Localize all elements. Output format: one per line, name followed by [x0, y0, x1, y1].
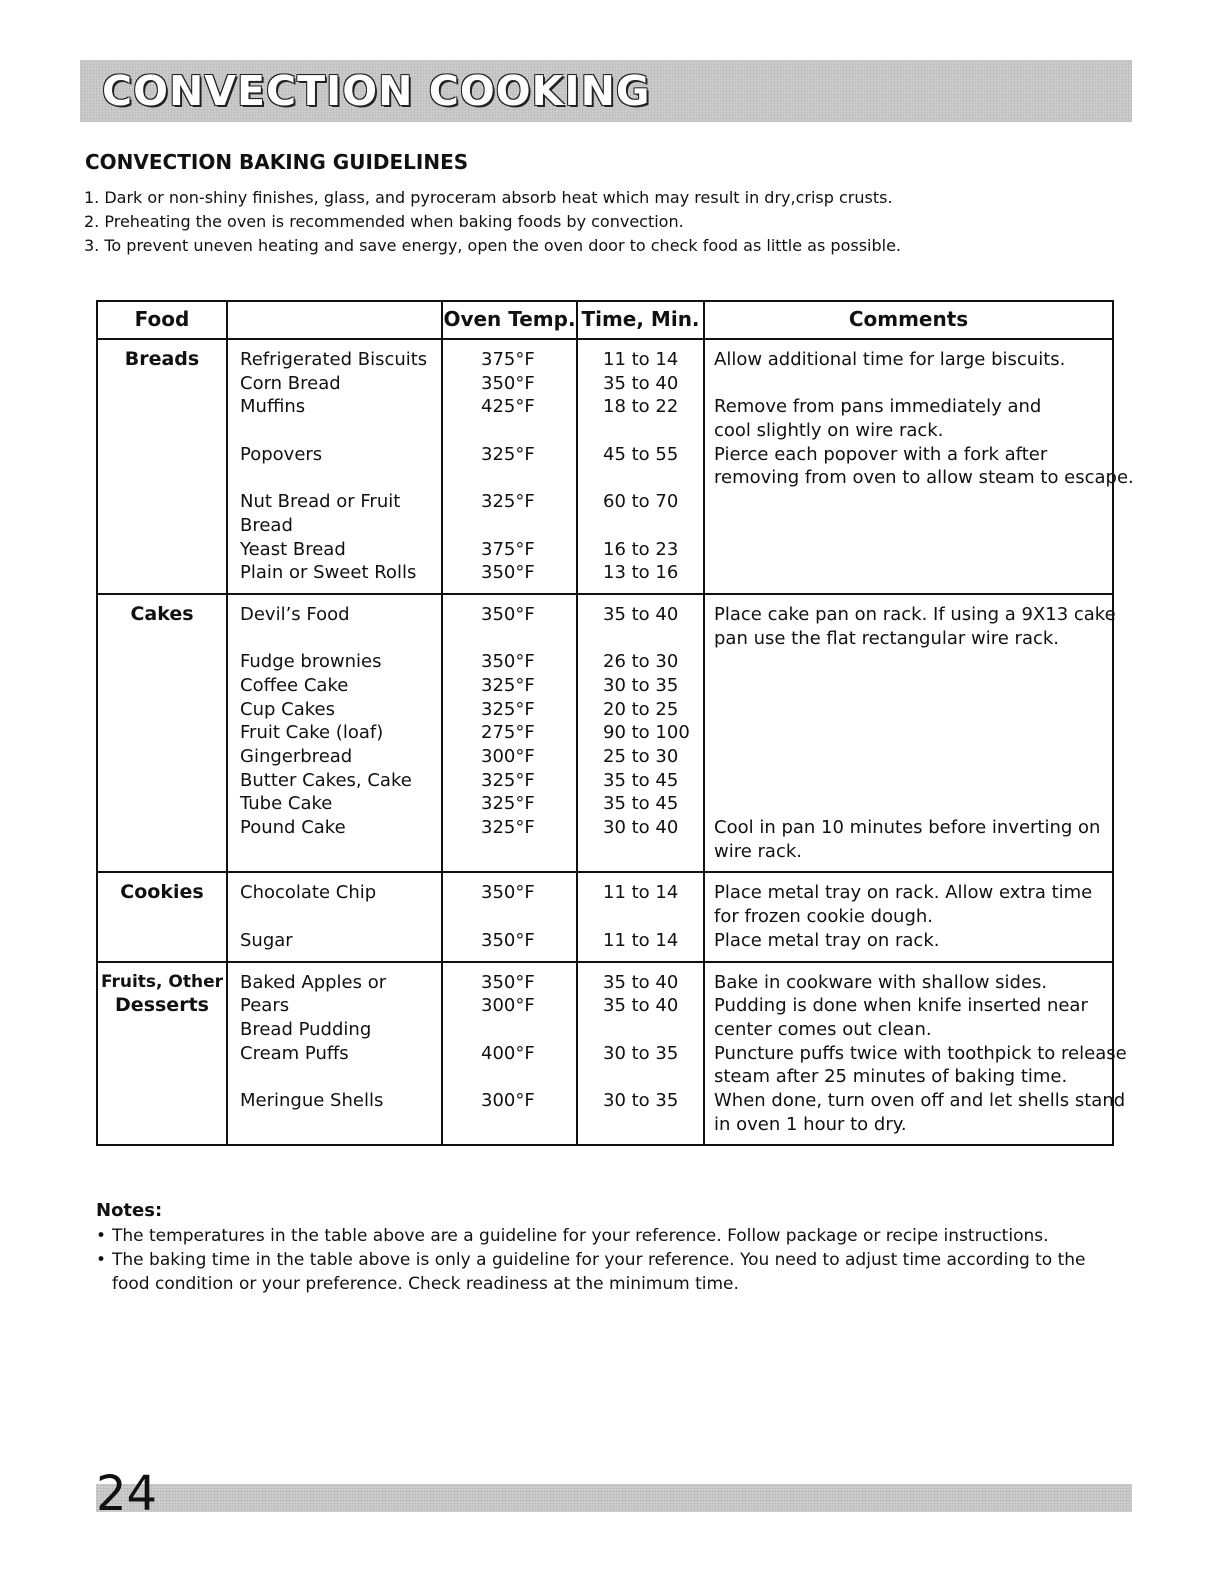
category-line: Cookies	[120, 881, 204, 904]
oven-temp-line	[481, 419, 576, 443]
food-item-line: Sugar	[240, 929, 293, 951]
footer-bar	[96, 1484, 1132, 1512]
oven-temp-line: 375°F	[481, 349, 535, 370]
comments-line	[714, 769, 1112, 793]
time-line: 35 to 45	[603, 769, 679, 791]
time-line: 18 to 22	[603, 396, 679, 418]
time-line	[603, 905, 703, 929]
note-text: The temperatures in the table above are a guideline for your reference. Follow package or recipe instructions.	[112, 1226, 1049, 1246]
food-item-line: Chocolate Chip	[240, 882, 377, 904]
food-item-cell	[227, 339, 442, 594]
comments-line	[714, 698, 1112, 722]
oven-temp-line: 350°F	[481, 562, 535, 584]
time-line	[603, 419, 703, 443]
comments-line	[714, 674, 1112, 698]
time-line	[603, 514, 703, 538]
note-item	[96, 1248, 1126, 1296]
oven-temp-line: 325°F	[481, 491, 535, 513]
comments-cell	[704, 594, 1116, 873]
oven-temp-line: 350°F	[481, 603, 535, 625]
comments-line	[714, 561, 1112, 585]
comments-line: Cool in pan 10 minutes before inverting on	[714, 817, 1101, 839]
time-line: 90 to 100	[603, 722, 690, 744]
comments-line: Pudding is done when knife inserted near	[714, 995, 1088, 1017]
comments-line	[714, 792, 1112, 816]
comments-line: Place metal tray on rack. Allow extra time	[714, 882, 1093, 904]
comments-line	[714, 745, 1112, 769]
food-item-line	[240, 1065, 441, 1089]
food-item-cell	[227, 962, 442, 1146]
time-line: 11 to 14	[603, 929, 679, 951]
food-item-line: Baked Apples or	[240, 971, 387, 993]
oven-temp-line: 300°F	[481, 746, 535, 767]
comments-line: Place metal tray on rack.	[714, 929, 940, 951]
category-line: Cakes	[130, 602, 194, 625]
comments-line	[714, 538, 1112, 562]
time-cell	[577, 962, 704, 1146]
food-item-line	[240, 905, 441, 929]
category-cell	[97, 339, 227, 594]
oven-temp-line: 325°F	[481, 674, 535, 696]
oven-temp-line: 325°F	[481, 793, 535, 815]
oven-temp-line	[481, 514, 576, 538]
page-number: 24	[96, 1466, 158, 1522]
guidelines-title: CONVECTION BAKING GUIDELINES	[85, 150, 469, 174]
notes-title: Notes:	[96, 1200, 163, 1221]
header-item	[227, 301, 442, 339]
oven-temp-line: 350°F	[481, 882, 535, 904]
time-line	[603, 627, 703, 651]
header-time: Time, Min.	[577, 301, 704, 339]
comments-line: steam after 25 minutes of baking time.	[714, 1066, 1068, 1088]
bullet: •	[96, 1250, 107, 1270]
food-item-line: Refrigerated Biscuits	[240, 349, 428, 370]
time-line: 45 to 55	[603, 443, 679, 465]
banner-title: CONVECTION COOKING	[102, 67, 651, 115]
comments-line: Pierce each popover with a fork after	[714, 443, 1048, 465]
category-cell	[97, 594, 227, 873]
time-line: 16 to 23	[603, 538, 679, 560]
food-item-line: Cup Cakes	[240, 698, 335, 720]
time-line: 35 to 45	[603, 793, 679, 815]
category-cell	[97, 962, 227, 1146]
time-line: 20 to 25	[603, 698, 679, 720]
comments-line: for frozen cookie dough.	[714, 906, 934, 928]
oven-temp-line	[481, 905, 576, 929]
comments-line	[714, 372, 1112, 396]
food-item-line: Coffee Cake	[240, 674, 349, 696]
food-item-line: Pound Cake	[240, 817, 346, 839]
comments-line: removing from oven to allow steam to escape.	[714, 467, 1134, 489]
comments-cell	[704, 962, 1127, 1146]
food-item-line: Cream Puffs	[240, 1042, 349, 1064]
oven-temp-line	[481, 466, 576, 490]
food-item-line: Fruit Cake (loaf)	[240, 722, 384, 744]
category-cell	[97, 872, 227, 961]
oven-temp-line: 325°F	[481, 698, 535, 720]
oven-temp-line	[481, 1018, 576, 1042]
food-item-line: Popovers	[240, 443, 323, 465]
food-item-line: Yeast Bread	[240, 538, 346, 560]
comments-line: Bake in cookware with shallow sides.	[714, 971, 1048, 993]
food-item-line: Pears	[240, 995, 290, 1017]
food-item-line	[240, 466, 441, 490]
header-oven-temp: Oven Temp.	[442, 301, 577, 339]
oven-temp-line	[481, 1065, 576, 1089]
food-item-cell	[227, 594, 442, 873]
comments-line: When done, turn oven off and let shells stand	[714, 1089, 1126, 1111]
comments-line	[714, 514, 1112, 538]
time-line: 30 to 35	[603, 1089, 679, 1111]
comments-line: wire rack.	[714, 840, 802, 862]
time-line	[603, 1113, 703, 1137]
comments-line	[714, 721, 1112, 745]
food-item-line: Muffins	[240, 396, 306, 418]
oven-temp-line	[481, 627, 576, 651]
food-item-line: Devil’s Food	[240, 603, 350, 625]
table-row	[97, 962, 1113, 1146]
page-banner	[80, 60, 1132, 122]
time-line: 26 to 30	[603, 651, 679, 673]
time-line: 35 to 40	[603, 603, 679, 625]
convection-cooking-table	[96, 300, 1134, 1146]
bullet: •	[96, 1226, 107, 1246]
time-line: 35 to 40	[603, 372, 679, 394]
time-line: 13 to 16	[603, 562, 679, 584]
note-text: The baking time in the table above is only a guideline for your reference. You need to adjust time according to the food condition or your preference. Check readiness at the minimum time.	[112, 1250, 1086, 1294]
notes-list	[96, 1224, 1126, 1296]
comments-line: Puncture puffs twice with toothpick to release	[714, 1042, 1127, 1064]
header-comments: Comments	[704, 301, 1113, 339]
table-body	[97, 339, 1134, 1145]
time-line: 25 to 30	[603, 746, 679, 767]
time-line	[603, 466, 703, 490]
oven-temp-line	[481, 1113, 576, 1137]
comments-cell	[704, 339, 1134, 594]
food-item-line: Bread	[240, 514, 293, 536]
oven-temp-line: 300°F	[481, 995, 535, 1017]
guideline-item: 3. To prevent uneven heating and save energy, open the oven door to check food as little as possible.	[84, 236, 901, 255]
oven-temp-line: 300°F	[481, 1089, 535, 1111]
time-cell	[577, 339, 704, 594]
category-line: Breads	[124, 348, 200, 370]
time-cell	[577, 872, 704, 961]
oven-temp-cell	[442, 594, 577, 873]
comments-line: Remove from pans immediately and	[714, 396, 1042, 418]
time-cell	[577, 594, 704, 873]
oven-temp-line: 425°F	[481, 396, 535, 418]
oven-temp-line: 350°F	[481, 971, 535, 993]
oven-temp-line: 350°F	[481, 372, 535, 394]
time-line	[603, 840, 703, 864]
time-line	[603, 1018, 703, 1042]
category-line: Desserts	[115, 994, 209, 1017]
comments-line: cool slightly on wire rack.	[714, 420, 944, 442]
time-line: 35 to 40	[603, 995, 679, 1017]
comments-line: pan use the flat rectangular wire rack.	[714, 627, 1060, 649]
food-item-line	[240, 627, 441, 651]
header-food: Food	[97, 301, 227, 339]
food-item-line: Corn Bread	[240, 372, 341, 394]
food-item-line: Fudge brownies	[240, 651, 382, 673]
note-item	[96, 1224, 1126, 1248]
oven-temp-line: 325°F	[481, 817, 535, 839]
guideline-item: 1. Dark or non-shiny finishes, glass, and pyroceram absorb heat which may result in dry,crisp crusts.	[84, 188, 893, 207]
comments-line: Place cake pan on rack. If using a 9X13 cake	[714, 603, 1116, 625]
time-line: 35 to 40	[603, 971, 679, 993]
food-item-line	[240, 840, 441, 864]
food-item-cell	[227, 872, 442, 961]
oven-temp-line: 350°F	[481, 929, 535, 951]
comments-cell	[704, 872, 1113, 961]
time-line	[603, 1065, 703, 1089]
table-header-row	[97, 301, 1113, 339]
oven-temp-cell	[442, 962, 577, 1146]
food-item-line	[240, 1113, 441, 1137]
comments-line	[714, 650, 1112, 674]
oven-temp-line: 325°F	[481, 769, 535, 791]
oven-temp-line: 275°F	[481, 722, 535, 744]
time-line: 30 to 35	[603, 674, 679, 696]
category-line: Fruits, Other	[100, 971, 224, 992]
food-item-line: Nut Bread or Fruit	[240, 491, 401, 513]
food-item-line: Meringue Shells	[240, 1089, 384, 1111]
oven-temp-line: 375°F	[481, 538, 535, 560]
comments-line: center comes out clean.	[714, 1018, 932, 1040]
time-line: 60 to 70	[603, 491, 679, 513]
food-item-line: Tube Cake	[240, 793, 333, 815]
oven-temp-cell	[442, 339, 577, 594]
oven-temp-line: 400°F	[481, 1042, 535, 1064]
table-row	[97, 594, 1113, 873]
oven-temp-line: 325°F	[481, 443, 535, 465]
comments-line	[714, 490, 1112, 514]
oven-temp-line: 350°F	[481, 651, 535, 673]
guidelines-list	[84, 186, 901, 258]
food-item-line	[240, 419, 441, 443]
time-line: 11 to 14	[603, 349, 679, 370]
food-item-line: Bread Pudding	[240, 1018, 372, 1040]
table-row	[97, 872, 1113, 961]
time-line: 30 to 40	[603, 817, 679, 839]
food-item-line: Plain or Sweet Rolls	[240, 562, 417, 584]
comments-line: in oven 1 hour to dry.	[714, 1113, 907, 1135]
guideline-item: 2. Preheating the oven is recommended when baking foods by convection.	[84, 212, 684, 231]
time-line: 11 to 14	[603, 882, 679, 904]
time-line: 30 to 35	[603, 1042, 679, 1064]
table-row	[97, 339, 1113, 594]
comments-line: Allow additional time for large biscuits.	[714, 349, 1066, 370]
food-item-line: Butter Cakes, Cake	[240, 769, 412, 791]
oven-temp-line	[481, 840, 576, 864]
food-item-line: Gingerbread	[240, 746, 353, 767]
oven-temp-cell	[442, 872, 577, 961]
